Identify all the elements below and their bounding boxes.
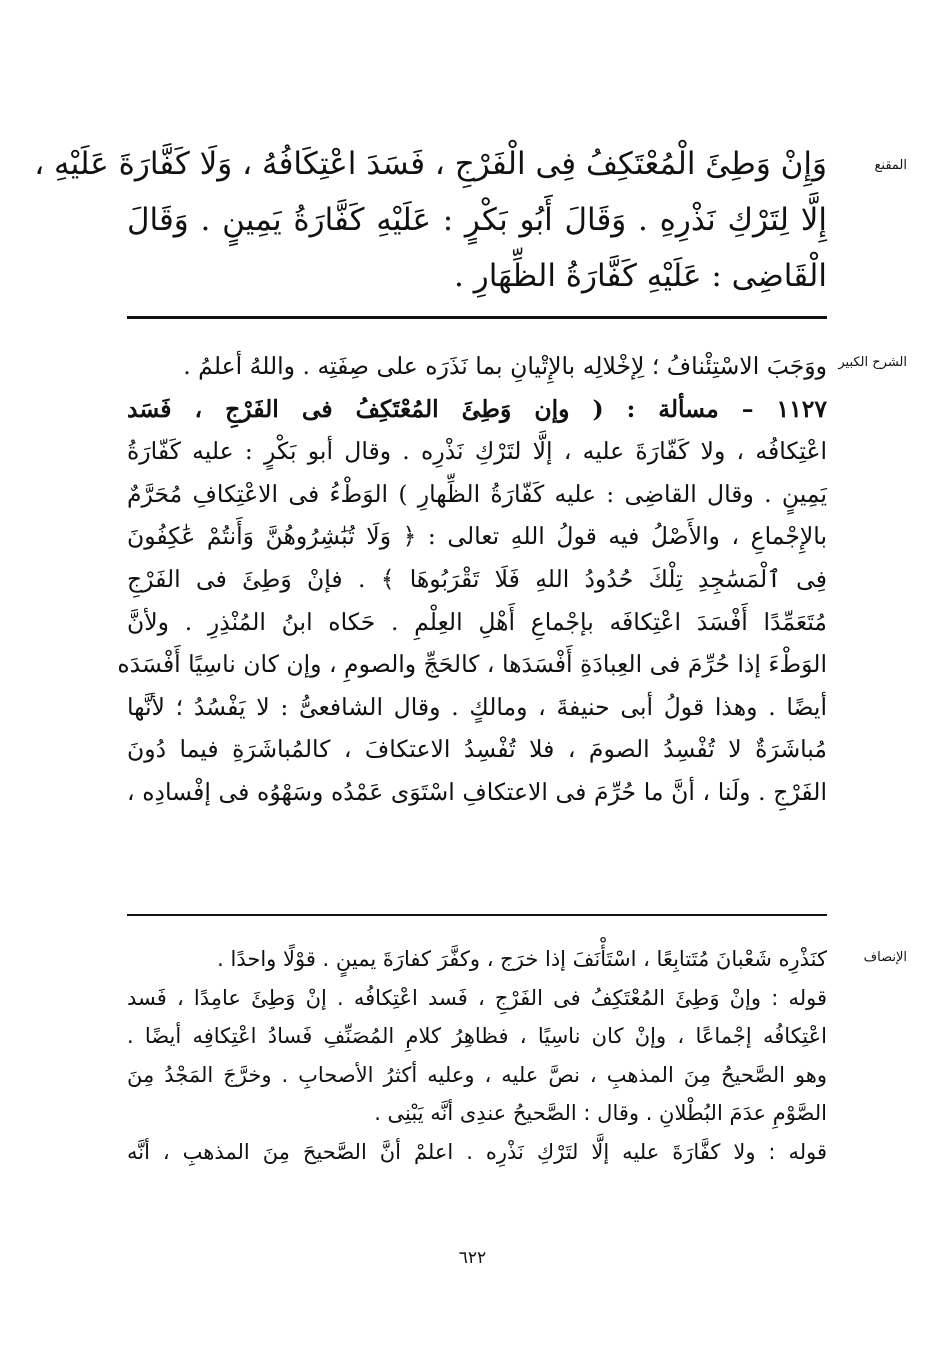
insaf-label: الإنصاف bbox=[863, 950, 907, 965]
sharh-line: الفَرْجِ . ولَنا ، أنَّ ما حُرِّمَ فى الاعتكافِ اسْتَوَى عَمْدُه وسَهْوُه فى إفْسادِه ، bbox=[127, 777, 827, 806]
sharh-line: ١١٢٧ – مسألة : ( وإن وَطِئَ المُعْتَكِفُ فى الفَرْجِ ، فَسَد bbox=[127, 394, 827, 423]
sharh-text bbox=[117, 345, 828, 814]
page-number: ٦٢٢ bbox=[458, 1248, 487, 1268]
insaf-line: قوله : وإنْ وَطِئَ المُعْتَكِفُ فى الفَرْجِ ، فَسد اعْتِكافُه . إنْ وَطِئَ عامِدًا ، فَسد bbox=[127, 985, 827, 1010]
insaf-text bbox=[127, 940, 827, 1171]
insaf-line: الصَّوْمِ عدَمَ البُطْلانِ . وقال : الصَّحيحُ عندِى أنَّه يَبْنِى . bbox=[374, 1101, 827, 1125]
section-divider-thin bbox=[127, 914, 827, 916]
sharh-line: اعْتِكافُه ، ولا كَفّارَةَ عليه ، إلَّا لتَرْكِ نَذْرِه . وقال أبو بَكْرٍ : عليه كَفّارَةُ bbox=[127, 437, 828, 466]
sharh-line: أيضًا . وهذا قولُ أبى حنيفةَ ، ومالكٍ . وقال الشافعىُّ : لا يَفْسُدُ ؛ لأنَّها bbox=[127, 692, 827, 721]
insaf-line: قوله : ولا كفَّارَةَ عليه إلَّا لتَرْكِ نَذْرِه . اعلمْ أنَّ الصَّحيحَ مِنَ المذهبِ ، أنَّه bbox=[127, 1139, 827, 1164]
sharh-label: الشرح الكبير bbox=[838, 355, 907, 370]
sharh-line: مُباشَرَةٌ لا تُفْسِدُ الصومَ ، فلا تُفْسِدُ الاعتكافَ ، كالمُباشَرَةِ فيما دُونَ bbox=[127, 735, 827, 764]
muqni-label: المقنع bbox=[874, 158, 907, 173]
insaf-line: كنَذْرِه شَعْبانَ مُتَتابِعًا ، اسْتَأْنَفَ إذا خرَج ، وكفَّرَ كفارَةَ يمينٍ . قوْلًا واحدًا . bbox=[217, 947, 827, 971]
insaf-line: وهو الصَّحيحُ مِنَ المذهبِ ، نصَّ عليه ، وعليه أكثرُ الأصحابِ . وخرَّجَ المَجْدُ مِنَ bbox=[127, 1062, 827, 1087]
sharh-line: فِى ٱلْمَسَٰجِدِ تِلْكَ حُدُودُ اللهِ فَلَا تَقْرَبُوهَا ﴾ . فإنْ وَطِئَ فى الفَرْجِ bbox=[127, 564, 827, 593]
muqni-line: إِلَّا لِتَرْكِ نَذْرِهِ . وَقَالَ أَبُو بَكْرٍ : عَلَيْهِ كَفَّارَةُ يَمِينٍ . وَقَالَ bbox=[127, 202, 827, 238]
sharh-line: مُتَعَمِّدًا أَفْسَدَ اعْتِكافَه بإجْماعِ أَهْلِ العِلْمِ . حَكاه ابنُ المُنْذِرِ . ولأنَّ bbox=[127, 607, 827, 636]
sharh-line: بالإِجْماعِ ، والأَصْلُ فيه قولُ اللهِ تعالى : ﴿ وَلَا تُبَٰشِرُوهُنَّ وَأَنتُمْ عَٰكِفُونَ bbox=[127, 522, 827, 551]
sharh-line: الوَطْءَ إذا حُرِّمَ فى العِبادَةِ أَفْسَدَها ، كالحَجِّ والصومِ ، وإن كان ناسِيًا أَفْسَدَه bbox=[117, 650, 827, 679]
muqni-line: وَإِنْ وَطِئَ الْمُعْتَكِفُ فِى الْفَرْجِ ، فَسَدَ اعْتِكَافُهُ ، وَلَا كَفَّارَةَ عَلَيْهِ ، bbox=[34, 146, 827, 182]
sharh-line: ووَجَبَ الاسْتِئْنافُ ؛ لِإخْلالِه بالإِتْيانِ بما نَذَرَه على صِفَتِه . واللهُ أعلمُ . bbox=[183, 352, 827, 380]
sharh-line: يَمِينٍ . وقال القاضِى : عليه كَفّارَةُ الظِّهارِ ) الوَطْءُ فى الاعْتِكافِ مُحَرَّمٌ bbox=[127, 479, 827, 508]
insaf-line: اعْتِكافُه إجْماعًا ، وإنْ كان ناسِيًا ، فظاهِرُ كلامِ المُصَنِّفِ فَسادُ اعْتِكافِه أيضًا . bbox=[127, 1024, 827, 1048]
muqni-text bbox=[34, 136, 827, 304]
section-divider-thick bbox=[127, 316, 827, 319]
muqni-line: الْقَاضِى : عَلَيْهِ كَفَّارَةُ الظِّهَارِ . bbox=[454, 258, 827, 294]
